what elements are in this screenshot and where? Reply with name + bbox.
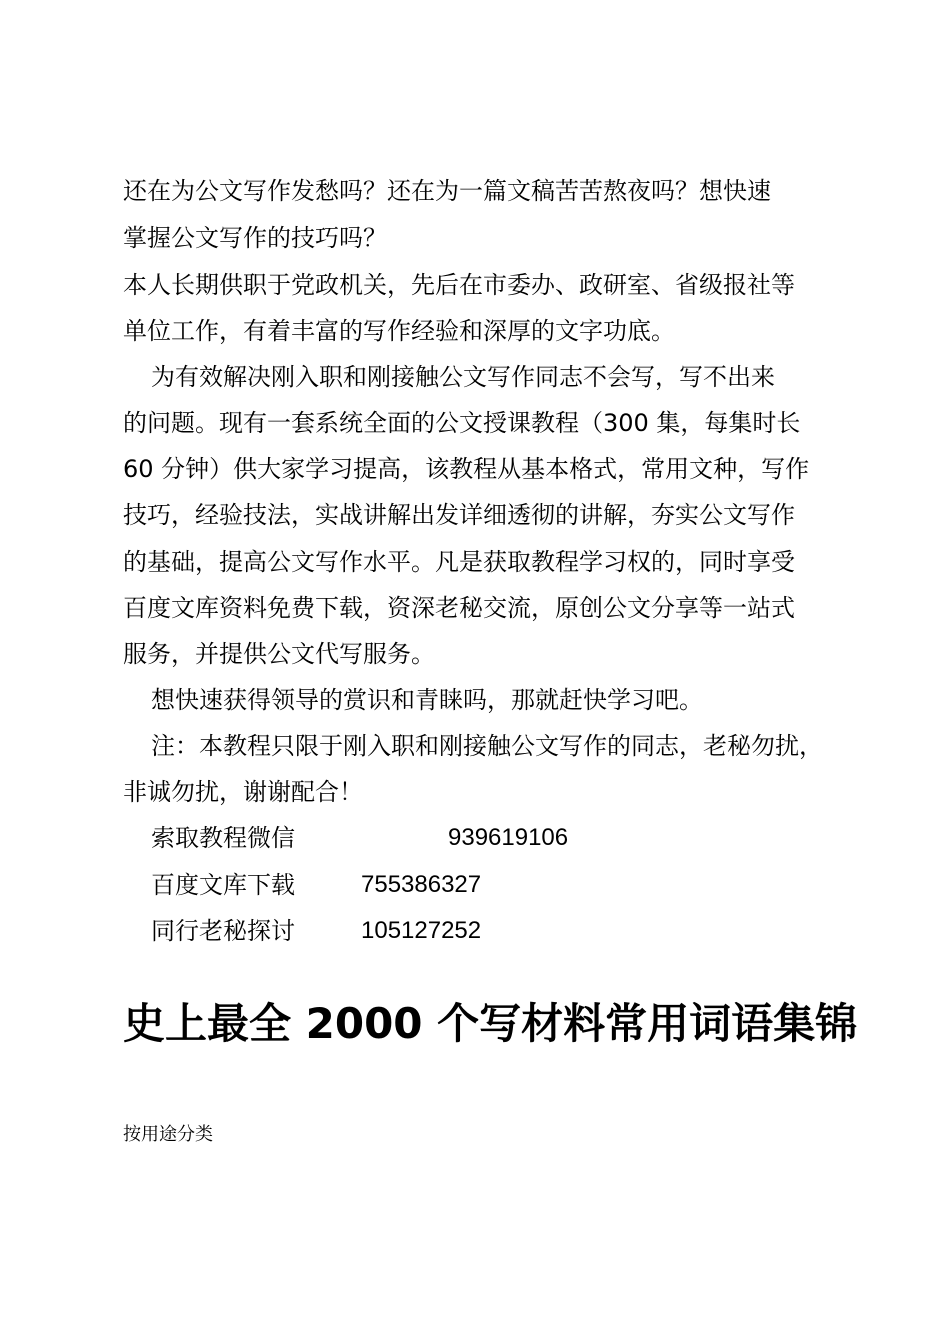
intro-line-3: 本人长期供职于党政机关，先后在市委办、政研室、省级报社等 [123,271,795,299]
body-line-5: 的基础，提高公文写作水平。凡是获取教程学习权的，同时享受 [123,548,795,576]
note-line-1: 注：本教程只限于刚入职和刚接触公文写作的同志，老秘勿扰， [151,732,823,760]
intro-line-4: 单位工作，有着丰富的写作经验和深厚的文字功底。 [123,317,675,345]
body-line-4: 技巧，经验技法，实战讲解出发详细透彻的讲解，夯实公文写作 [123,501,795,529]
body-line-6: 百度文库资料免费下载，资深老秘交流，原创公文分享等一站式 [123,594,795,622]
contact-label-wenku: 百度文库下载 [151,871,295,899]
category-label: 按用途分类 [123,1124,213,1145]
intro-line-1: 还在为公文写作发愁吗？还在为一篇文稿苦苦熬夜吗？想快速 [123,177,771,205]
intro-line-2: 掌握公文写作的技巧吗？ [123,224,387,252]
body-line-3: 60 分钟）供大家学习提高，该教程从基本格式，常用文种，写作 [123,455,810,483]
body-line-1: 为有效解决刚入职和刚接触公文写作同志不会写，写不出来 [151,363,775,391]
contact-label-peer: 同行老秘探讨 [151,917,295,945]
contact-value-wenku: 755386327 [361,871,482,898]
contact-value-wechat: 939619106 [448,824,569,851]
document-title: 史上最全 2000 个写材料常用词语集锦 [123,999,858,1048]
contact-label-wechat: 索取教程微信 [151,824,295,852]
body-line-2: 的问题。现有一套系统全面的公文授课教程（300 集，每集时长 [123,409,801,437]
note-line-2: 非诚勿扰，谢谢配合！ [123,778,363,806]
closing-line: 想快速获得领导的赏识和青睐吗，那就赶快学习吧。 [151,686,703,714]
body-line-7: 服务，并提供公文代写服务。 [123,640,435,668]
contact-value-peer: 105127252 [361,917,482,944]
